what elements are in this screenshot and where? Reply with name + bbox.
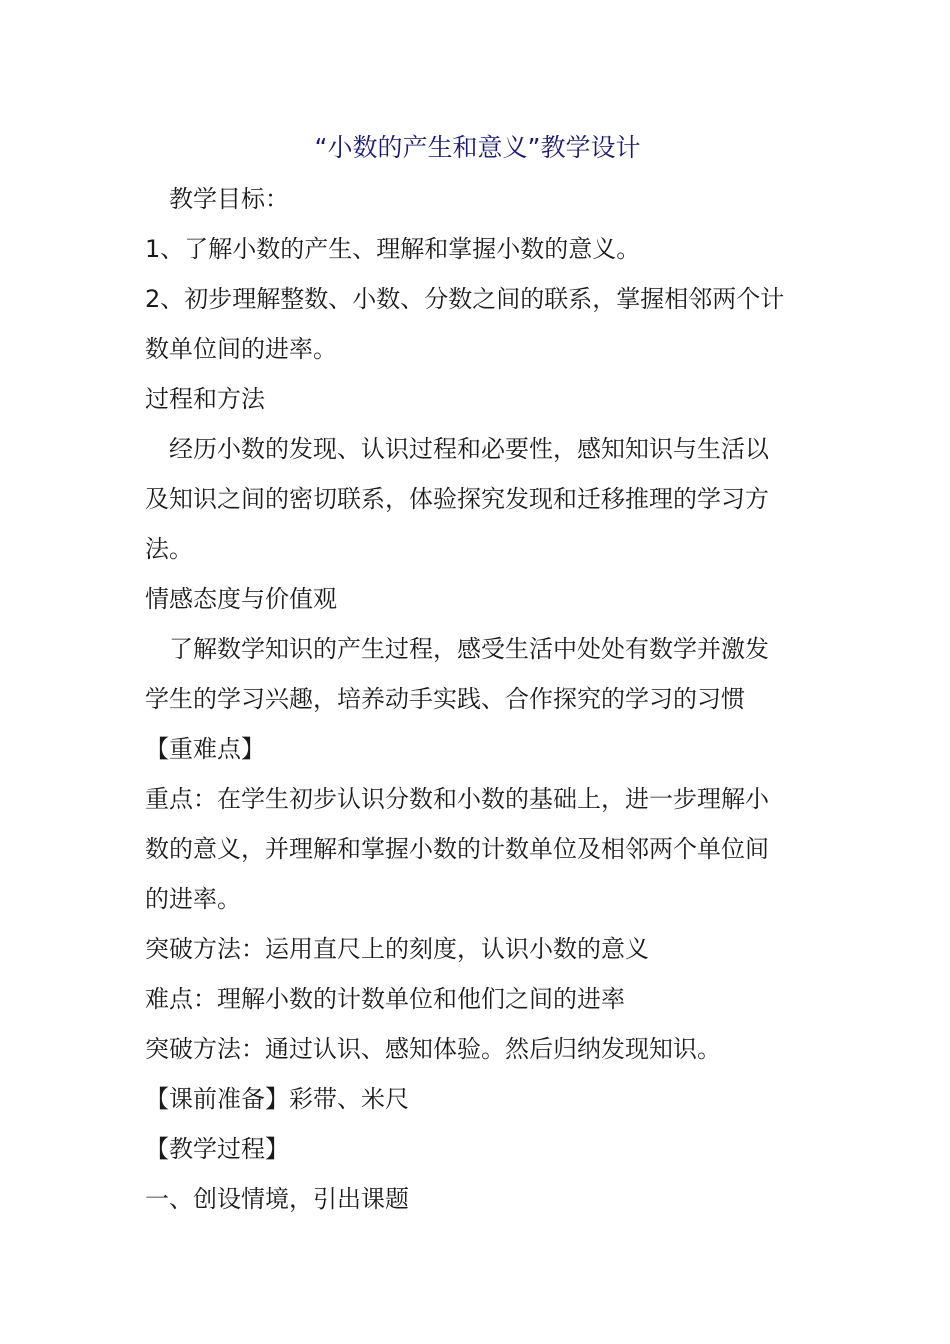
- step-1-heading: 一、创设情境，引出课题: [145, 1185, 409, 1213]
- process-paragraph-line-1: 经历小数的发现、认识过程和必要性，感知知识与生活以: [169, 435, 769, 463]
- process-paragraph-line-2: 及知识之间的密切联系，体验探究发现和迁移推理的学习方: [145, 485, 769, 513]
- key-point-line-3: 的进率。: [145, 885, 241, 913]
- attitude-paragraph-line-1: 了解数学知识的产生过程，感受生活中处处有数学并激发: [169, 635, 769, 663]
- attitude-paragraph-line-2: 学生的学习兴趣，培养动手实践、合作探究的学习的习惯: [145, 685, 745, 713]
- objective-1: 1、了解小数的产生、理解和掌握小数的意义。: [145, 235, 641, 263]
- document-body: [145, 128, 810, 1224]
- difficult-point: 难点：理解小数的计数单位和他们之间的进率: [145, 985, 625, 1013]
- section-heading-key-points: 【重难点】: [145, 735, 265, 763]
- key-point-line-2: 数的意义，并理解和掌握小数的计数单位及相邻两个单位间: [145, 835, 769, 863]
- objective-2-line-2: 数单位间的进率。: [145, 335, 337, 363]
- objective-2-line-1: 2、初步理解整数、小数、分数之间的联系，掌握相邻两个计: [145, 285, 785, 313]
- section-heading-attitude: 情感态度与价值观: [145, 585, 337, 613]
- section-heading-objectives: 教学目标：: [169, 185, 289, 213]
- section-heading-teaching-process: 【教学过程】: [145, 1135, 289, 1163]
- breakthrough-method-1: 突破方法：运用直尺上的刻度，认识小数的意义: [145, 935, 649, 963]
- process-paragraph-line-3: 法。: [145, 535, 193, 563]
- document-title: “小数的产生和意义”教学设计: [314, 133, 641, 162]
- key-point-line-1: 重点：在学生初步认识分数和小数的基础上，进一步理解小: [145, 785, 769, 813]
- section-heading-preparation: 【课前准备】彩带、米尺: [145, 1085, 409, 1113]
- breakthrough-method-2: 突破方法：通过认识、感知体验。然后归纳发现知识。: [145, 1035, 721, 1063]
- section-heading-process: 过程和方法: [145, 385, 265, 413]
